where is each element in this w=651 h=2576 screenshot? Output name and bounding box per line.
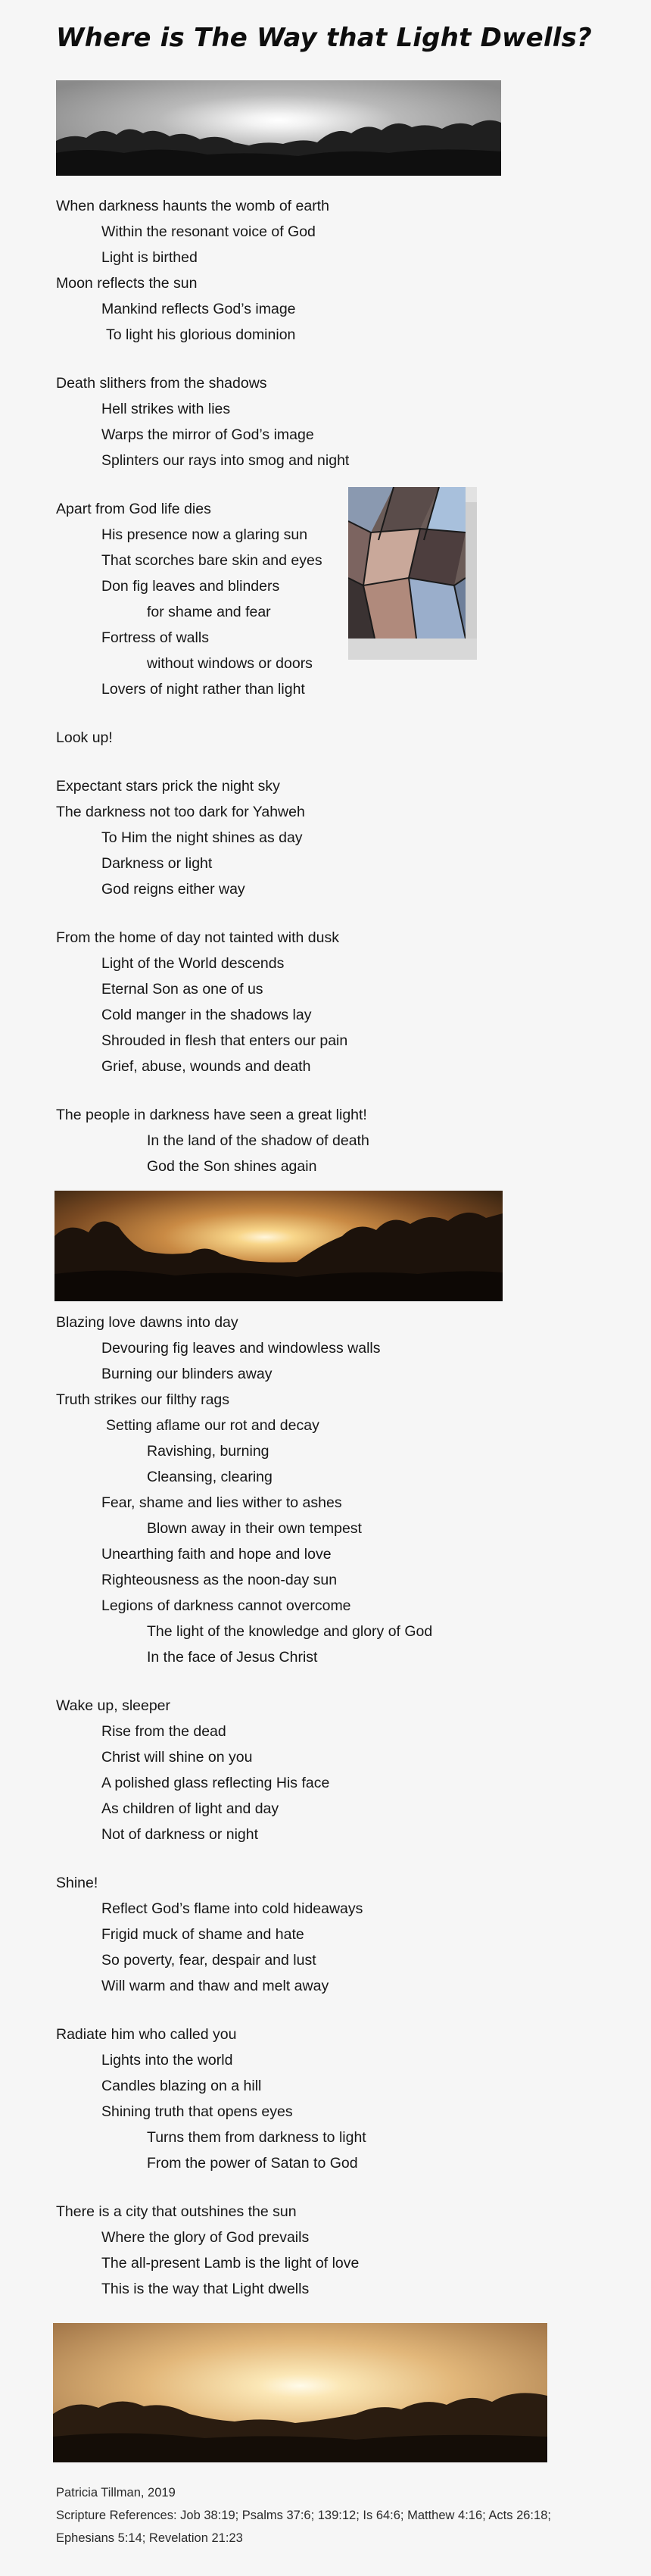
poem-line: So poverty, fear, despair and lust (101, 1952, 316, 1969)
poem-line: Cold manger in the shadows lay (101, 1007, 312, 1023)
poem-line: The all-present Lamb is the light of love (101, 2255, 360, 2272)
poem-line: Cleansing, clearing (147, 1469, 273, 1485)
page-title: Where is The Way that Light Dwells? (56, 23, 592, 53)
poem-line: Don fig leaves and blinders (101, 578, 280, 595)
poem-line: Turns them from darkness to light (147, 2129, 366, 2146)
poem-line: Splinters our rays into smog and night (101, 452, 350, 469)
poem-line: This is the way that Light dwells (101, 2281, 310, 2297)
poem-line: Ravishing, burning (147, 1443, 269, 1460)
poem-line: Apart from God life dies (56, 501, 211, 517)
poem-line: Devouring fig leaves and windowless walls (101, 1340, 381, 1357)
poem-line: When darkness haunts the womb of earth (56, 198, 329, 214)
poem-line: Wake up, sleeper (56, 1697, 171, 1714)
scripture-references-continued: Ephesians 5:14; Revelation 21:23 (56, 2531, 243, 2545)
poem-line: To Him the night shines as day (101, 829, 303, 846)
poem-line: without windows or doors (147, 655, 313, 672)
poem-line: To light his glorious dominion (106, 326, 296, 343)
poem-line: A polished glass reflecting His face (101, 1775, 330, 1791)
poem-line: Shining truth that opens eyes (101, 2103, 293, 2120)
poem-line: God reigns either way (101, 881, 245, 898)
poem-line: Warps the mirror of God’s image (101, 426, 314, 443)
poem-line: Light is birthed (101, 249, 198, 266)
poem-line: That scorches bare skin and eyes (101, 552, 322, 569)
poem-line: Darkness or light (101, 855, 213, 872)
poem-line: Shine! (56, 1875, 98, 1891)
poem-line: Lights into the world (101, 2052, 233, 2069)
poem-line: Grief, abuse, wounds and death (101, 1058, 311, 1075)
poem-line: From the power of Satan to God (147, 2155, 358, 2172)
poem-line: Shrouded in flesh that enters our pain (101, 1032, 348, 1049)
poem-line: Truth strikes our filthy rags (56, 1391, 230, 1408)
poem-line: Blazing love dawns into day (56, 1314, 238, 1331)
poem-line: Light of the World descends (101, 955, 285, 972)
poem-line: Eternal Son as one of us (101, 981, 263, 998)
poem-line: Setting aflame our rot and decay (106, 1417, 319, 1434)
poem-line: Not of darkness or night (101, 1826, 259, 1843)
middle-banner-photo (55, 1191, 503, 1301)
poem-line: In the land of the shadow of death (147, 1132, 369, 1149)
author-credit: Patricia Tillman, 2019 (56, 2486, 176, 2500)
poem-line: Christ will shine on you (101, 1749, 253, 1766)
poem-line: for shame and fear (147, 604, 271, 620)
poem-line: The people in darkness have seen a great light! (56, 1107, 367, 1123)
poem-line: Burning our blinders away (101, 1366, 273, 1382)
poem-line: Unearthing faith and hope and love (101, 1546, 332, 1563)
poem-line: Fortress of walls (101, 629, 209, 646)
poem-line: Frigid muck of shame and hate (101, 1926, 304, 1943)
poem-line: The darkness not too dark for Yahweh (56, 804, 305, 820)
poem-line: Lovers of night rather than light (101, 681, 305, 698)
scripture-references: Scripture References: Job 38:19; Psalms 37:6; 139:12; Is 64:6; Matthew 4:16; Acts 26:18; (56, 2509, 551, 2522)
poem-line: Fear, shame and lies wither to ashes (101, 1494, 342, 1511)
bottom-banner-photo (53, 2323, 547, 2462)
poem-line: Where the glory of God prevails (101, 2229, 310, 2246)
poem-line: Moon reflects the sun (56, 275, 198, 292)
poem-line: Rise from the dead (101, 1723, 226, 1740)
poem-line: Expectant stars prick the night sky (56, 778, 280, 795)
poem-line: Mankind reflects God’s image (101, 301, 296, 317)
poem-line: As children of light and day (101, 1800, 279, 1817)
poem-line: Will warm and thaw and melt away (101, 1978, 329, 1994)
poem-line: The light of the knowledge and glory of God (147, 1623, 433, 1640)
poem-line: Hell strikes with lies (101, 401, 231, 417)
top-banner-photo (56, 80, 501, 176)
poem-line: Reflect God’s flame into cold hideaways (101, 1900, 363, 1917)
poem-line: Blown away in their own tempest (147, 1520, 362, 1537)
poem-line: Righteousness as the noon-day sun (101, 1572, 338, 1588)
poem-line: Look up! (56, 729, 113, 746)
poem-line: Legions of darkness cannot overcome (101, 1597, 351, 1614)
poem-line: Within the resonant voice of God (101, 223, 316, 240)
stained-glass-image (348, 487, 477, 660)
poem-line: His presence now a glaring sun (101, 526, 308, 543)
poem-line: Candles blazing on a hill (101, 2078, 262, 2094)
poem-line: In the face of Jesus Christ (147, 1649, 318, 1666)
poem-line: From the home of day not tainted with dusk (56, 929, 339, 946)
poem-line: God the Son shines again (147, 1158, 317, 1175)
poem-line: There is a city that outshines the sun (56, 2203, 297, 2220)
poem-line: Death slithers from the shadows (56, 375, 267, 392)
poem-line: Radiate him who called you (56, 2026, 237, 2043)
